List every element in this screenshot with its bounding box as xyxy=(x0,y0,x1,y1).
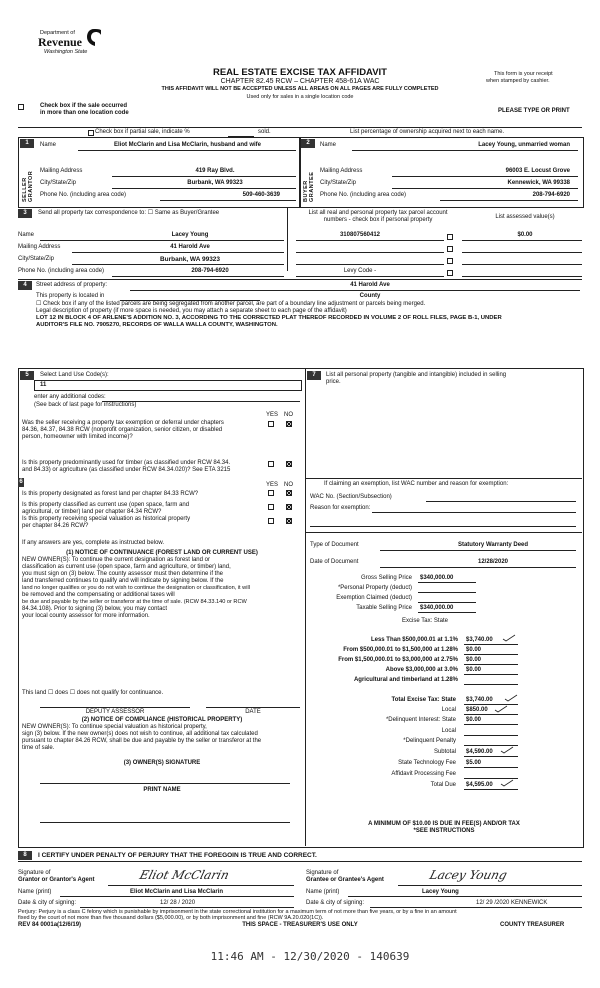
treasurer-space-label: THIS SPACE - TREASURER'S USE ONLY xyxy=(242,922,358,928)
grantor-name-label: Name (print) xyxy=(18,889,52,895)
buyer-phone-label: Phone No. (including area code) xyxy=(320,192,407,198)
delinquent-interest-state-field[interactable]: $0.00 xyxy=(466,717,482,723)
land-use-label: Select Land Use Code(s): xyxy=(40,372,109,378)
grantee-signature-label-1: Signature of xyxy=(306,870,339,876)
dept-line2: Revenue xyxy=(38,35,82,49)
perjury-note-1: Perjury: Perjury is a class C felony which is punishable by imprisonment in the state correctional institution for a maximum term of not more than five years, or by a fine in an amount xyxy=(18,909,457,915)
tier1-field[interactable]: $3,740.00 xyxy=(466,637,493,643)
grantor-date-label: Date & city of signing: xyxy=(18,900,77,906)
seller-address-field[interactable]: 419 Ray Blvd. xyxy=(195,168,235,174)
dept-line3: Washington State xyxy=(44,49,88,55)
check-mark-icon xyxy=(504,694,518,702)
exemption-deduct-label: Exemption Claimed (deduct) xyxy=(336,595,412,601)
grantor-date-field[interactable]: 12/ 28 / 2020 xyxy=(160,900,196,906)
deputy-date-label: DATE xyxy=(245,709,261,715)
exemption-reason-label: Reason for exemption: xyxy=(310,505,371,511)
exemption-no-checkbox[interactable] xyxy=(286,421,292,427)
current-use-no-checkbox[interactable] xyxy=(286,504,292,510)
assessed-header: List assessed value(s) xyxy=(495,214,555,220)
buyer-side-label: BUYER GRANTEE xyxy=(303,171,315,202)
grantee-name-field[interactable]: Lacey Young xyxy=(422,889,459,895)
excise-tax-state-header: Excise Tax: State xyxy=(402,618,448,624)
buyer-name-field[interactable]: Lacey Young, unmarried woman xyxy=(478,142,570,148)
document-date-label: Date of Document xyxy=(310,559,359,565)
buyer-address-label: Mailing Address xyxy=(320,168,363,174)
notice-continuance-8: 84.34.108). Prior to signing (3) below, you may contact xyxy=(22,606,168,612)
timber-question-1: Is this property predominantly used for timber (as classified under RCW 84.34. xyxy=(22,460,231,466)
delinquent-interest-local-field[interactable] xyxy=(464,735,518,736)
taxable-price-label: Taxable Selling Price xyxy=(356,605,412,611)
tier4-field[interactable]: $0.00 xyxy=(466,667,482,673)
grantor-signature-label-2: Grantor or Grantor's Agent xyxy=(18,877,95,883)
grantor-signature-line[interactable] xyxy=(108,885,294,886)
parcel-header-1: List all real and personal property tax parcel account xyxy=(308,210,448,216)
see-instructions-note: *SEE INSTRUCTIONS xyxy=(413,828,475,834)
owner-print-name-line[interactable] xyxy=(40,822,290,823)
personal-property-label-a: List all personal property (tangible and intangible) included in selling xyxy=(326,372,507,378)
personal-property-deduct-label: *Personal Property (deduct) xyxy=(337,585,412,591)
correspondence-name-label: Name xyxy=(18,232,35,238)
affidavit-fee-label: Affidavit Processing Fee xyxy=(391,771,456,777)
exemption-deduct-field[interactable] xyxy=(418,602,476,603)
legal-description-line-1[interactable]: LOT 12 IN BLOCK 4 OF ARLENE'S ADDITION NO. 3, ACCORDING TO THE CORRECTED PLAT THEREOF RECORDED IN VOLUME 2 OF ROLL FILES, PAGE B-1, UNDER xyxy=(36,315,502,321)
section-7-badge: 7 xyxy=(307,371,321,380)
gross-price-field[interactable]: $340,000.00 xyxy=(420,575,454,581)
document-type-field[interactable]: Statutory Warranty Deed xyxy=(457,542,529,548)
delinquent-interest-state-label: *Delinquent Interest: State xyxy=(385,717,456,723)
correspondence-address-label: Mailing Address xyxy=(18,244,61,250)
timber-yes-checkbox[interactable] xyxy=(268,461,274,467)
print-name-label: PRINT NAME xyxy=(143,787,181,793)
total-excise-state-field[interactable]: $3,740.00 xyxy=(466,697,493,703)
grantee-signature-label-2: Grantee or Grantee's Agent xyxy=(306,877,384,883)
historical-question-1: Is this property receiving special valuation as historical property xyxy=(22,516,191,522)
notice-continuance-7: be due and payable by the seller or transferor at the time of sale. (RCW 84.33.140 or RCW xyxy=(22,599,247,605)
notice-compliance-title: (2) NOTICE OF COMPLIANCE (HISTORICAL PROPERTY) xyxy=(81,717,243,723)
current-use-question-2: agricultural, or timber) land per chapter 84.34 RCW? xyxy=(22,509,162,515)
buyer-phone-field[interactable]: 208-794-6920 xyxy=(532,192,570,198)
tier2-label: From $500,000.01 to $1,500,000 at 1.28% xyxy=(343,647,458,653)
receipt-note-2: when stamped by cashier. xyxy=(486,78,550,84)
notice-continuance-3: you must sign on (3) below. The county assessor must then determine if the xyxy=(22,571,223,577)
section-5-badge: 5 xyxy=(20,371,34,380)
check-mark-icon xyxy=(502,634,516,642)
exemption-question-3: person, homeowner with limited income)? xyxy=(22,434,133,440)
tier2-field[interactable]: $0.00 xyxy=(466,647,482,653)
wac-claim-label: If claiming an exemption, list WAC number and reason for exemption: xyxy=(324,481,509,487)
section-1-badge: 1 xyxy=(20,139,34,148)
notice-compliance-2: sign (3) below. If the new owner(s) does not wish to continue, all additional tax calculated xyxy=(22,731,258,737)
section-2-badge: 2 xyxy=(301,139,315,148)
grantor-signature-label-1: Signature of xyxy=(18,870,51,876)
subtotal-label: Subtotal xyxy=(433,749,456,755)
parcel-personal-checkbox-3[interactable] xyxy=(447,258,453,264)
perjury-note-2: fixed by the court of not more than five thousand dollars ($5,000.00), or by both imprisonment and fine (RCW 9A.20.020(1C)). xyxy=(18,915,324,921)
personal-property-label-b: price. xyxy=(326,379,341,385)
notice-continuance-2: classification as current use (open space, farm and agriculture, or timber) land, xyxy=(22,564,231,570)
single-location-note: Used only for sales in a single location code xyxy=(246,94,354,100)
total-due-label: Total Due xyxy=(430,782,456,788)
type-or-print: PLEASE TYPE OR PRINT xyxy=(498,108,570,114)
parcel-personal-checkbox-2[interactable] xyxy=(447,246,453,252)
wac-number-label: WAC No. (Section/Subsection) xyxy=(310,494,392,500)
correspondence-phone-label: Phone No. (including area code) xyxy=(18,268,105,274)
document-type-label: Type of Document xyxy=(310,542,359,548)
seller-phone-label: Phone No. (including area code) xyxy=(40,192,127,198)
forest-land-question: Is this property designated as forest land per chapter 84.33 RCW? xyxy=(22,491,199,497)
section5-yes-header: YES xyxy=(266,412,279,418)
form-title: REAL ESTATE EXCISE TAX AFFIDAVIT xyxy=(212,67,387,78)
total-due-field[interactable]: $4,595.00 xyxy=(466,782,493,788)
notice-compliance-3: pursuant to chapter 84.26 RCW, shall be due and payable by the seller or transferor at the xyxy=(22,738,262,744)
see-back-instructions: (See back of last page for instructions) xyxy=(34,402,137,408)
delinquent-penalty-label: *Delinquent Penalty xyxy=(403,738,456,744)
correspondence-name-field[interactable]: Lacey Young xyxy=(171,232,209,238)
timber-question-2: and 84.33) or agriculture (as classified under RCW 84.34.020)? See ETA 3215 xyxy=(22,467,231,473)
minimum-fee-note: A MINIMUM OF $10.00 IS DUE IN FEE(S) AND/OR TAX xyxy=(368,821,520,827)
exemption-yes-checkbox[interactable] xyxy=(268,421,274,427)
land-use-code-value: 11 xyxy=(40,382,47,388)
segregated-checkbox-label[interactable]: ☐ Check box if any of the listed parcels are being segregated from another parcel, are part of a boundary line adjustment or parcels being merged. xyxy=(36,301,426,307)
county-treasurer-label: COUNTY TREASURER xyxy=(500,922,565,928)
legal-description-label: Legal description of property (if more space is needed, you may attach a separate sheet to each page of the affidavit) xyxy=(36,308,347,314)
tech-fee-field[interactable]: $5.00 xyxy=(466,760,482,766)
buyer-city-field[interactable]: Kennewick, WA 99338 xyxy=(507,180,570,186)
section-3-badge: 3 xyxy=(18,209,32,218)
owner-signature-title: (3) OWNER(S) SIGNATURE xyxy=(123,760,201,766)
check-mark-icon xyxy=(500,779,514,787)
seller-phone-field[interactable]: 509-460-3639 xyxy=(242,192,280,198)
seller-city-label: City/State/Zip xyxy=(40,180,77,186)
receipt-stamp: 11:46 AM - 12/30/2020 - 140639 xyxy=(210,950,410,963)
tier3-field[interactable]: $0.00 xyxy=(466,657,482,663)
correspondence-city-field[interactable]: Burbank, WA 99323 xyxy=(159,256,221,263)
seller-side-label: SELLER GRANTOR xyxy=(22,170,34,202)
historical-no-checkbox[interactable] xyxy=(286,518,292,524)
grantee-signature: Lacey Young xyxy=(428,868,509,882)
grantee-name-label: Name (print) xyxy=(306,889,340,895)
notice-continuance-9: your local county assessor for more information. xyxy=(22,613,150,619)
buyer-address-field[interactable]: 96003 E. Locust Grove xyxy=(505,168,570,174)
dor-logo xyxy=(38,28,98,68)
wac-number-field[interactable] xyxy=(426,501,576,502)
notice-continuance-4: land transferred continues to qualify and will indicate by signing below. If the xyxy=(22,578,224,584)
parcel-number-field[interactable]: 310807560412 xyxy=(339,232,381,238)
county-label: County xyxy=(359,293,381,299)
multiple-location-label-b: in more than one location code xyxy=(40,110,129,116)
tier4-label: Above $3,000,000 at 3.0% xyxy=(385,667,458,673)
correspondence-label: Send all property tax correspondence to: ☐ Same as Buyer/Grantee xyxy=(38,210,220,216)
seller-name-label: Name xyxy=(40,142,57,148)
dor-logo-icon xyxy=(86,28,102,48)
exemption-question-2: 84.36, 84.37, 84.38 RCW (nonprofit organization, senior citizen, or disabled xyxy=(22,427,223,433)
seller-city-field[interactable]: Burbank, WA 99323 xyxy=(187,180,243,186)
partial-sale-checkbox[interactable] xyxy=(88,130,94,136)
form-revision: REV 84 0001a(12/6/19) xyxy=(18,922,82,928)
section6-yes-header: YES xyxy=(266,482,279,488)
current-use-yes-checkbox[interactable] xyxy=(268,504,274,510)
multiple-location-checkbox[interactable] xyxy=(18,104,24,110)
notice-continuance-6: be removed and the compensating or additional taxes will xyxy=(22,592,175,598)
correspondence-phone-field[interactable]: 208-794-6920 xyxy=(191,268,229,274)
correspondence-address-field[interactable]: 41 Harold Ave xyxy=(170,244,210,250)
notice-compliance-4: time of sale. xyxy=(22,745,55,751)
ownership-note: List percentage of ownership acquired next to each name. xyxy=(350,129,505,135)
seller-name-field[interactable]: Eliot McClarin and Lisa McClarin, husband and wife xyxy=(113,142,262,148)
section-6-badge: 6 xyxy=(19,479,23,485)
timber-no-checkbox[interactable] xyxy=(286,461,292,467)
taxable-price-field[interactable]: $340,000.00 xyxy=(420,605,454,611)
total-excise-local-label: Local xyxy=(441,707,456,713)
if-yes-instructions: If any answers are yes, complete as instructed below. xyxy=(22,540,165,546)
current-use-question-1: Is this property classified as current use (open space, farm and xyxy=(22,502,190,508)
seller-address-label: Mailing Address xyxy=(40,168,83,174)
legal-description-line-2[interactable]: AUDITOR'S FILE NO. 7905270, RECORDS OF WALLA WALLA COUNTY, WASHINGTON. xyxy=(36,322,278,328)
multiple-location-label-a: Check box if the sale occurred xyxy=(40,103,128,109)
form-subtitle: CHAPTER 82.45 RCW – CHAPTER 458-61A WAC xyxy=(220,78,380,85)
street-address-label: Street address of property: xyxy=(36,282,108,288)
located-in-label: This property is located in xyxy=(36,293,105,299)
street-address-field[interactable]: 41 Harold Ave xyxy=(350,282,390,288)
notice-compliance-1: NEW OWNER(S): To continue special valuation as historical property, xyxy=(22,724,207,730)
notice-continuance-5: land no longer qualifies or you do not wish to continue the designation or classification, it will xyxy=(22,585,250,591)
exemption-question-1: Was the seller receiving a property tax exemption or deferral under chapters xyxy=(22,420,224,426)
grantee-date-field[interactable]: 12/ 29 /2020 KENNEWICK xyxy=(476,900,548,906)
agricultural-field[interactable] xyxy=(464,684,518,685)
grantor-name-field[interactable]: Eliot McClarin and Lisa McClarin xyxy=(130,889,224,895)
exemption-reason-field[interactable] xyxy=(372,512,576,513)
personal-property-deduct-field[interactable] xyxy=(418,592,476,593)
historical-yes-checkbox[interactable] xyxy=(268,518,274,524)
land-qualify-label[interactable]: This land ☐ does ☐ does not qualify for continuance. xyxy=(22,690,164,696)
correspondence-city-label: City/State/Zip xyxy=(18,256,55,262)
buyer-name-label: Name xyxy=(320,142,337,148)
owner-signature-line[interactable] xyxy=(40,783,290,784)
tech-fee-label: State Technology Fee xyxy=(398,760,456,766)
section-4-badge: 4 xyxy=(18,281,32,290)
forest-no-checkbox[interactable] xyxy=(286,490,292,496)
additional-codes-label: enter any additional codes: xyxy=(34,394,106,400)
tier1-label: Less Than $500,000.01 at 1.1% xyxy=(370,637,458,643)
section5-no-header: NO xyxy=(284,412,293,418)
levy-code-label: Levy Code - xyxy=(343,268,377,274)
land-use-code-field[interactable] xyxy=(34,380,302,391)
gross-price-label: Gross Selling Price xyxy=(360,575,412,581)
document-date-field[interactable]: 12/28/2020 xyxy=(477,559,509,565)
section6-no-header: NO xyxy=(284,482,293,488)
section-8-badge: 8 xyxy=(18,851,32,860)
deputy-assessor-label: DEPUTY ASSESSOR xyxy=(85,709,145,715)
notice-continuance-1: NEW OWNER(S): To continue the current designation as forest land or xyxy=(22,557,210,563)
parcel-personal-checkbox-1[interactable] xyxy=(447,234,453,240)
buyer-city-label: City/State/Zip xyxy=(320,180,357,186)
subtotal-field[interactable]: $4,590.00 xyxy=(466,749,493,755)
agricultural-label: Agricultural and timberland at 1.28% xyxy=(353,677,458,683)
grantee-date-label: Date & city of signing: xyxy=(306,900,365,906)
parcel-personal-checkbox-4[interactable] xyxy=(447,270,453,276)
delinquent-interest-local-label: Local xyxy=(441,728,456,734)
parcel-header-2: numbers - check box if personal property xyxy=(323,217,433,223)
partial-sale-label: Check box if partial sale, indicate % xyxy=(95,129,190,135)
dept-line1: Department of xyxy=(40,30,75,36)
perjury-certification: I CERTIFY UNDER PENALTY OF PERJURY THAT THE FOREGOIN IS TRUE AND CORRECT. xyxy=(38,852,317,859)
grantor-signature: Eliot McClarin xyxy=(138,868,231,882)
grantee-signature-line[interactable] xyxy=(398,885,582,886)
historical-question-2: per chapter 84.26 RCW? xyxy=(22,523,89,529)
assessed-value-field[interactable]: $0.00 xyxy=(517,232,533,238)
form-warning: THIS AFFIDAVIT WILL NOT BE ACCEPTED UNLESS ALL AREAS ON ALL PAGES ARE FULLY COMPLETED xyxy=(161,86,439,92)
total-excise-local-field[interactable]: $850.00 xyxy=(466,707,488,713)
partial-sold-label: sold. xyxy=(258,129,271,135)
receipt-note-1: This form is your receipt xyxy=(494,71,553,77)
forest-yes-checkbox[interactable] xyxy=(268,490,274,496)
check-mark-icon xyxy=(494,705,508,713)
notice-continuance-title: (1) NOTICE OF CONTINUANCE (FOREST LAND OR CURRENT USE) xyxy=(66,550,258,556)
check-mark-icon xyxy=(500,746,514,754)
tier3-label: From $1,500,000.01 to $3,000,000 at 2.75% xyxy=(338,657,458,663)
total-excise-state-label: Total Excise Tax: State xyxy=(391,697,456,703)
